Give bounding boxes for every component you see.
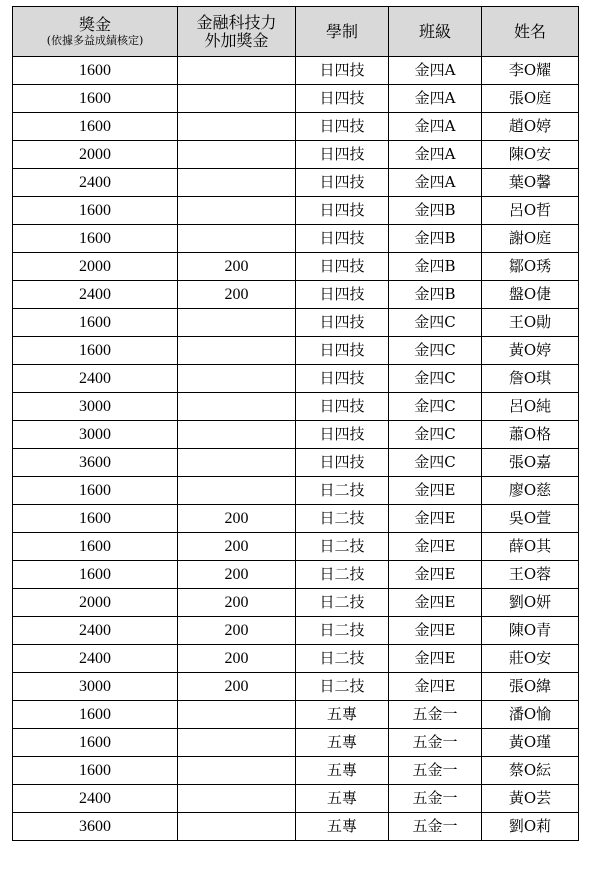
cell-class: 五金一 xyxy=(389,813,482,841)
cell-class: 金四C xyxy=(389,337,482,365)
table-row xyxy=(13,533,579,561)
cell-fintech-bonus xyxy=(178,113,296,141)
table-row xyxy=(13,673,579,701)
header-award-label: 獎金 xyxy=(78,14,111,34)
cell-program: 日二技 xyxy=(296,673,389,701)
cell-class: 金四E xyxy=(389,505,482,533)
cell-fintech-bonus xyxy=(178,225,296,253)
table-row xyxy=(13,645,579,673)
cell-program: 日四技 xyxy=(296,225,389,253)
cell-class: 金四C xyxy=(389,421,482,449)
cell-class: 金四C xyxy=(389,365,482,393)
header-class: 班級 xyxy=(389,7,482,57)
table-row xyxy=(13,197,579,225)
table-header xyxy=(13,7,579,57)
cell-fintech-bonus: 200 xyxy=(178,253,296,281)
cell-student-name: 黃O婷 xyxy=(482,337,579,365)
cell-award: 1600 xyxy=(13,113,178,141)
cell-class: 五金一 xyxy=(389,785,482,813)
cell-award: 1600 xyxy=(13,561,178,589)
cell-award: 1600 xyxy=(13,505,178,533)
cell-award: 2400 xyxy=(13,785,178,813)
cell-fintech-bonus: 200 xyxy=(178,505,296,533)
cell-class: 五金一 xyxy=(389,729,482,757)
table-row xyxy=(13,561,579,589)
cell-award: 2000 xyxy=(13,141,178,169)
cell-fintech-bonus: 200 xyxy=(178,561,296,589)
cell-fintech-bonus xyxy=(178,757,296,785)
table-row xyxy=(13,505,579,533)
cell-fintech-bonus xyxy=(178,449,296,477)
table-row xyxy=(13,337,579,365)
table-row xyxy=(13,617,579,645)
table-row xyxy=(13,449,579,477)
cell-student-name: 鄒O琇 xyxy=(482,253,579,281)
cell-award: 3000 xyxy=(13,673,178,701)
cell-class: 金四C xyxy=(389,309,482,337)
cell-class: 金四C xyxy=(389,449,482,477)
cell-class: 金四A xyxy=(389,85,482,113)
cell-class: 金四A xyxy=(389,141,482,169)
cell-student-name: 王O蓉 xyxy=(482,561,579,589)
cell-award: 3600 xyxy=(13,449,178,477)
cell-student-name: 呂O純 xyxy=(482,393,579,421)
cell-class: 五金一 xyxy=(389,701,482,729)
table-row xyxy=(13,57,579,85)
cell-student-name: 廖O慈 xyxy=(482,477,579,505)
header-fintech-line1: 金融科技力 xyxy=(196,12,277,32)
cell-award: 1600 xyxy=(13,757,178,785)
cell-student-name: 趙O婷 xyxy=(482,113,579,141)
cell-fintech-bonus xyxy=(178,813,296,841)
table-row xyxy=(13,729,579,757)
cell-student-name: 莊O安 xyxy=(482,645,579,673)
table-row xyxy=(13,365,579,393)
cell-class: 金四A xyxy=(389,113,482,141)
table-row xyxy=(13,169,579,197)
table-row xyxy=(13,813,579,841)
header-award xyxy=(13,7,178,57)
cell-fintech-bonus xyxy=(178,141,296,169)
cell-fintech-bonus xyxy=(178,85,296,113)
cell-award: 1600 xyxy=(13,85,178,113)
cell-student-name: 盤O倢 xyxy=(482,281,579,309)
table-body xyxy=(13,57,579,841)
cell-award: 2400 xyxy=(13,281,178,309)
cell-fintech-bonus xyxy=(178,729,296,757)
cell-class: 金四C xyxy=(389,393,482,421)
cell-program: 五專 xyxy=(296,729,389,757)
cell-class: 金四B xyxy=(389,281,482,309)
cell-program: 日四技 xyxy=(296,113,389,141)
cell-program: 五專 xyxy=(296,701,389,729)
cell-program: 五專 xyxy=(296,785,389,813)
cell-fintech-bonus xyxy=(178,169,296,197)
cell-student-name: 呂O哲 xyxy=(482,197,579,225)
cell-student-name: 陳O青 xyxy=(482,617,579,645)
cell-student-name: 張O嘉 xyxy=(482,449,579,477)
cell-student-name: 劉O妍 xyxy=(482,589,579,617)
cell-program: 日二技 xyxy=(296,589,389,617)
cell-award: 2400 xyxy=(13,645,178,673)
table-row xyxy=(13,225,579,253)
cell-award: 2400 xyxy=(13,617,178,645)
cell-award: 1600 xyxy=(13,729,178,757)
table-row xyxy=(13,701,579,729)
table-row xyxy=(13,589,579,617)
table-row xyxy=(13,785,579,813)
table-row xyxy=(13,141,579,169)
cell-fintech-bonus xyxy=(178,421,296,449)
cell-program: 日四技 xyxy=(296,449,389,477)
cell-fintech-bonus xyxy=(178,393,296,421)
cell-program: 日四技 xyxy=(296,169,389,197)
cell-program: 日二技 xyxy=(296,561,389,589)
cell-fintech-bonus xyxy=(178,57,296,85)
table-row xyxy=(13,253,579,281)
cell-award: 2400 xyxy=(13,169,178,197)
table-row xyxy=(13,85,579,113)
cell-fintech-bonus xyxy=(178,701,296,729)
cell-class: 金四E xyxy=(389,645,482,673)
cell-class: 金四B xyxy=(389,253,482,281)
cell-program: 日二技 xyxy=(296,617,389,645)
cell-student-name: 李O耀 xyxy=(482,57,579,85)
cell-fintech-bonus xyxy=(178,309,296,337)
cell-fintech-bonus: 200 xyxy=(178,645,296,673)
cell-program: 日四技 xyxy=(296,85,389,113)
cell-class: 金四E xyxy=(389,533,482,561)
table-row xyxy=(13,757,579,785)
header-program: 學制 xyxy=(296,7,389,57)
cell-class: 金四E xyxy=(389,477,482,505)
cell-student-name: 張O庭 xyxy=(482,85,579,113)
cell-program: 日四技 xyxy=(296,393,389,421)
cell-student-name: 吳O萱 xyxy=(482,505,579,533)
cell-student-name: 劉O莉 xyxy=(482,813,579,841)
cell-student-name: 謝O庭 xyxy=(482,225,579,253)
table-row xyxy=(13,309,579,337)
header-award-note: (依據多益成績核定) xyxy=(46,33,144,47)
cell-class: 金四B xyxy=(389,225,482,253)
cell-award: 1600 xyxy=(13,533,178,561)
cell-student-name: 陳O安 xyxy=(482,141,579,169)
cell-class: 金四E xyxy=(389,617,482,645)
cell-award: 2000 xyxy=(13,253,178,281)
cell-program: 日四技 xyxy=(296,281,389,309)
cell-award: 1600 xyxy=(13,337,178,365)
cell-award: 1600 xyxy=(13,197,178,225)
cell-student-name: 蔡O紜 xyxy=(482,757,579,785)
cell-fintech-bonus xyxy=(178,365,296,393)
cell-class: 金四E xyxy=(389,561,482,589)
cell-class: 金四E xyxy=(389,673,482,701)
cell-program: 日二技 xyxy=(296,645,389,673)
cell-award: 1600 xyxy=(13,309,178,337)
cell-class: 金四E xyxy=(389,589,482,617)
cell-student-name: 黃O芸 xyxy=(482,785,579,813)
cell-program: 五專 xyxy=(296,813,389,841)
cell-award: 2000 xyxy=(13,589,178,617)
table-row xyxy=(13,477,579,505)
cell-program: 日二技 xyxy=(296,477,389,505)
cell-student-name: 王O勛 xyxy=(482,309,579,337)
cell-program: 日四技 xyxy=(296,337,389,365)
cell-fintech-bonus xyxy=(178,477,296,505)
cell-program: 日四技 xyxy=(296,253,389,281)
table-row xyxy=(13,393,579,421)
cell-program: 日二技 xyxy=(296,505,389,533)
cell-student-name: 張O緯 xyxy=(482,673,579,701)
cell-class: 金四B xyxy=(389,197,482,225)
cell-fintech-bonus: 200 xyxy=(178,281,296,309)
cell-fintech-bonus: 200 xyxy=(178,533,296,561)
header-row xyxy=(13,7,579,57)
scholarship-table xyxy=(12,6,579,841)
cell-class: 金四A xyxy=(389,57,482,85)
cell-program: 日四技 xyxy=(296,141,389,169)
header-fintech-line2: 外加獎金 xyxy=(204,30,269,50)
cell-fintech-bonus: 200 xyxy=(178,617,296,645)
cell-program: 日四技 xyxy=(296,57,389,85)
cell-program: 五專 xyxy=(296,757,389,785)
table-row xyxy=(13,421,579,449)
cell-program: 日四技 xyxy=(296,309,389,337)
cell-program: 日二技 xyxy=(296,533,389,561)
cell-award: 1600 xyxy=(13,57,178,85)
cell-student-name: 黃O瑾 xyxy=(482,729,579,757)
table-row xyxy=(13,113,579,141)
cell-student-name: 葉O馨 xyxy=(482,169,579,197)
cell-award: 3000 xyxy=(13,421,178,449)
header-name: 姓名 xyxy=(482,7,579,57)
header-fintech-bonus xyxy=(178,7,296,57)
cell-program: 日四技 xyxy=(296,197,389,225)
cell-award: 2400 xyxy=(13,365,178,393)
cell-award: 1600 xyxy=(13,225,178,253)
cell-student-name: 薛O其 xyxy=(482,533,579,561)
cell-program: 日四技 xyxy=(296,365,389,393)
cell-fintech-bonus xyxy=(178,785,296,813)
cell-student-name: 潘O愉 xyxy=(482,701,579,729)
cell-student-name: 詹O琪 xyxy=(482,365,579,393)
cell-class: 金四A xyxy=(389,169,482,197)
cell-award: 3600 xyxy=(13,813,178,841)
table-row xyxy=(13,281,579,309)
cell-fintech-bonus xyxy=(178,337,296,365)
cell-program: 日四技 xyxy=(296,421,389,449)
cell-fintech-bonus xyxy=(178,197,296,225)
cell-class: 五金一 xyxy=(389,757,482,785)
cell-fintech-bonus: 200 xyxy=(178,589,296,617)
cell-award: 3000 xyxy=(13,393,178,421)
cell-award: 1600 xyxy=(13,701,178,729)
cell-student-name: 蕭O格 xyxy=(482,421,579,449)
cell-fintech-bonus: 200 xyxy=(178,673,296,701)
cell-award: 1600 xyxy=(13,477,178,505)
